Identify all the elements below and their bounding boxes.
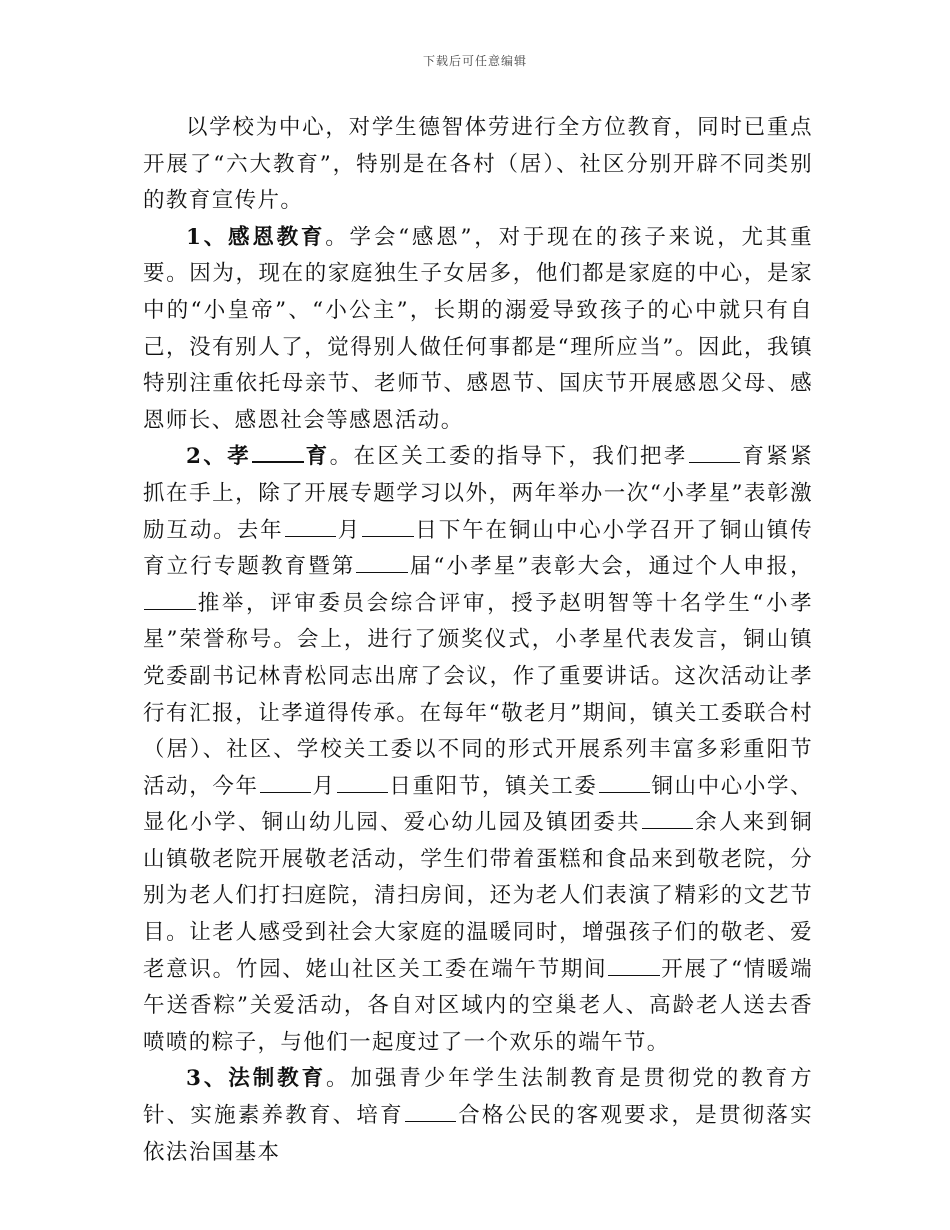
section-heading: 3、法制教育 [186, 1066, 327, 1092]
fill-in-blank [144, 588, 196, 609]
fill-in-blank [285, 515, 337, 536]
paragraph-text: 。在区关工委的指导下，我们把孝 [329, 444, 688, 470]
fill-in-blank [356, 552, 408, 573]
paragraph-gratitude-education [143, 220, 813, 440]
paragraph-legal-education [143, 1061, 813, 1171]
paragraph-text: 。加强青少年学生法制教育是贯彻党的教育方针、实施素养教育、培育 [143, 1066, 813, 1129]
section-heading: 1、感恩教育 [186, 224, 326, 250]
paragraph-text: 育紧紧抓在手上，除了开展专题学习以外，两年举办一次“小孝星”表彰激励互动。去年 [143, 444, 813, 543]
paragraph-text: 推举，评审委员会综合评审，授予赵明智等十名学生“小孝星”荣誉称号。会上，进行了颁奖仪式，小孝星代表发言，铜山镇党委副书记林青松同志出席了会议，作了重要讲话。这次活动让孝行有汇报，让孝道得传承。在每年“敬老月”期间，镇关工委联合村（居）、社区、学校关工委以不同的形式开展系列丰富多彩重阳节活动，今年 [143, 590, 813, 799]
section-heading: 2、孝 [186, 444, 252, 470]
paragraph-text: 余人来到铜山镇敬老院开展敬老活动，学生们带着蛋糕和食品来到敬老院，分别为老人们打扫庭院，清扫房间，还为老人们表演了精彩的文艺节目。让老人感受到社会大家庭的温暖同时，增强孩子们的敬老、爱老意识。竹园、姥山社区关工委在端午节期间 [143, 810, 813, 982]
paragraph-text: 铜山中心小学、显化小学、铜山幼儿园、爱心幼儿园及镇团委共 [143, 773, 813, 836]
paragraph-filial-education [143, 439, 813, 1061]
document-body [143, 110, 813, 1171]
fill-in-blank [362, 515, 414, 536]
fill-in-blank [337, 771, 389, 792]
paragraph-text: 。学会“感恩”，对于现在的孩子来说，尤其重要。因为，现在的家庭独生子女居多，他们都是家庭的中心，是家中的“小皇帝”、“小公主”，长期的溺爱导致孩子的心中就只有自己，没有别人了，觉得别人做任何事都是“理所应当”。因此，我镇特别注重依托母亲节、老师节、感恩节、国庆节开展感恩父母、感恩师长、感恩社会等感恩活动。 [143, 224, 813, 433]
paragraph-intro [143, 110, 813, 220]
paragraph-text: 届“小孝星”表彰大会，通过个人申报， [409, 554, 814, 580]
fill-in-blank [642, 808, 694, 829]
fill-in-blank [260, 771, 312, 792]
fill-in-blank [599, 771, 651, 792]
fill-in-blank [689, 442, 741, 463]
fill-in-blank [405, 1101, 457, 1122]
page-header: 下载后可任意编辑 [422, 54, 527, 68]
fill-in-blank [252, 441, 304, 463]
paragraph-text: 月 [337, 517, 362, 543]
paragraph-text: 合格公民的客观要求，是贯彻落实依法治国基本 [143, 1103, 813, 1165]
section-heading: 育 [304, 444, 330, 470]
paragraph-text: 日重阳节，镇关工委 [389, 773, 598, 799]
paragraph-text: 月 [312, 773, 336, 799]
paragraph-text: 开展了“情暖端午送香粽”关爱活动，各自对区域内的空巢老人、高龄老人送去香喷喷的粽子，与他们一起度过了一个欢乐的端午节。 [143, 956, 813, 1055]
paragraph-text: 以学校为中心，对学生德智体劳进行全方位教育，同时已重点开展了“六大教育”，特别是在各村（居）、社区分别开辟不同类别的教育宣传片。 [143, 115, 813, 214]
paragraph-text: 日下午在铜山中心小学召开了铜山镇传育立行专题教育暨第 [143, 517, 814, 580]
fill-in-blank [608, 954, 660, 975]
